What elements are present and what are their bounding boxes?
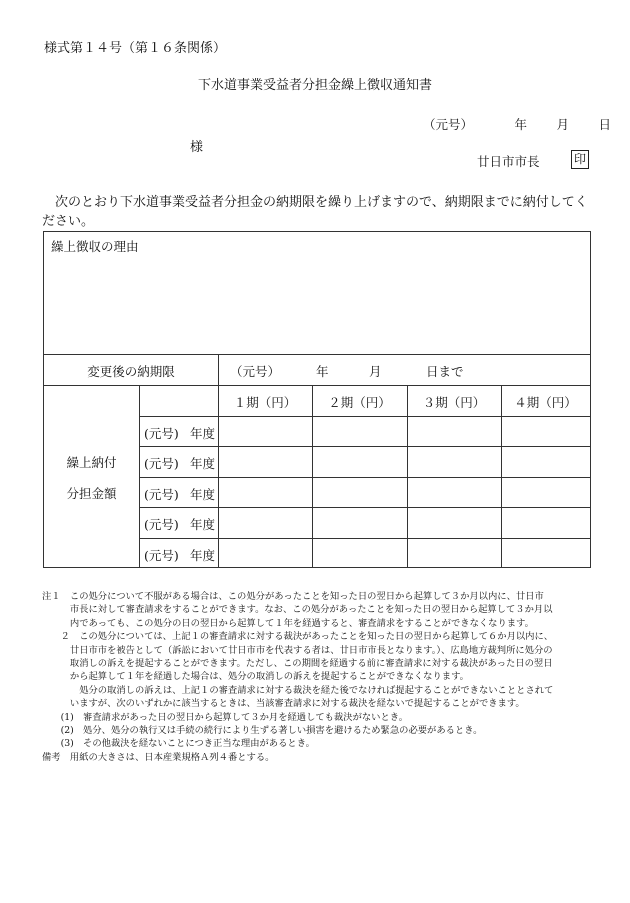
table-divider xyxy=(139,416,590,417)
note-line: 内であっても、この処分の日の翌日から起算して１年を経過すると、審査請求をすることができなくなります。 xyxy=(42,617,534,629)
notice-body xyxy=(42,193,590,231)
note-line: ２ この処分については、上記１の審査請求に対する裁決があったことを知った日の翌日から起算して６か月以内に、 xyxy=(42,631,554,643)
issuer-name: 廿日市市長 xyxy=(477,154,540,169)
period-header-1: １期（円） xyxy=(233,395,297,410)
row-year: 年度 xyxy=(190,426,216,441)
table-divider xyxy=(407,385,408,567)
issue-date xyxy=(423,115,611,133)
note-line: いますが、次のいずれかに該当するときは、当該審査請求に対する裁決を経ないで提起することができます。 xyxy=(42,698,525,710)
date-era: （元号） xyxy=(423,117,474,132)
deadline-day-until: 日まで xyxy=(426,364,464,379)
form-number: 様式第１４号（第１６条関係） xyxy=(44,41,227,56)
row-year: 年度 xyxy=(190,487,216,502)
note-line: 備考 用紙の大きさは、日本産業規格Ａ列４番とする。 xyxy=(42,751,275,763)
period-header-3: ３期（円） xyxy=(422,395,486,410)
table-divider xyxy=(44,354,590,355)
row-year: 年度 xyxy=(190,548,216,563)
note-line: (3) その他裁決を経ないことにつき正当な理由があるとき。 xyxy=(42,738,315,750)
notice-body-text: 次のとおり下水道事業受益者分担金の納期限を繰り上げますので、納期限までに納付してください。 xyxy=(42,195,588,229)
table-divider xyxy=(312,385,313,567)
note-line: (2) 処分、処分の執行又は手続の続行により生ずる著しい損害を避けるため緊急の必要があるとき。 xyxy=(42,725,483,737)
table-divider xyxy=(139,507,590,508)
row-era: (元号) xyxy=(144,487,179,502)
seal-box: 印 xyxy=(571,150,589,169)
note-line: 注１ この処分について不服がある場合は、この処分があったことを知った日の翌日から起算して３か月以内に、廿日市 xyxy=(42,591,544,602)
row-era: (元号) xyxy=(144,426,179,441)
row-year: 年度 xyxy=(190,456,216,471)
note-line: (1) 審査請求があった日の翌日から起算して３か月を経過しても裁決がないとき。 xyxy=(42,711,408,723)
table-divider xyxy=(501,385,502,567)
table-divider xyxy=(218,354,219,567)
note-line: 廿日市市を被告として（訴訟において廿日市市を代表する者は、廿日市市長となります。）、広島地方裁判所に処分の xyxy=(42,644,553,656)
note-line: 取消しの訴えを提起することができます。ただし、この期間を経過する前に審査請求に対する裁決があった日の翌日 xyxy=(42,658,553,670)
notice-table xyxy=(43,231,591,568)
table-divider xyxy=(139,385,140,567)
deadline-label: 変更後の納期限 xyxy=(87,364,175,379)
reason-label: 繰上徴収の理由 xyxy=(51,239,139,254)
deadline-era: （元号） xyxy=(230,364,281,379)
date-month: 月 xyxy=(556,117,569,132)
date-day: 日 xyxy=(598,117,611,132)
row-era: (元号) xyxy=(144,517,179,532)
amount-label-line2: 分担金額 xyxy=(66,486,117,501)
deadline-month: 月 xyxy=(369,364,382,379)
row-year: 年度 xyxy=(190,517,216,532)
deadline-year: 年 xyxy=(316,364,329,379)
row-era: (元号) xyxy=(144,456,179,471)
amount-label-line1: 繰上納付 xyxy=(66,455,117,470)
note-line: 処分の取消しの訴えは、上記１の審査請求に対する裁決を経た後でなければ提起することができないこととされて xyxy=(42,684,554,696)
date-year: 年 xyxy=(514,117,527,132)
note-line: 市長に対して審査請求をすることができます。なお、この処分があったことを知った日の翌日から起算して３か月以 xyxy=(42,604,553,616)
addressee-honorific: 様 xyxy=(190,140,204,155)
table-divider xyxy=(44,385,590,386)
note-line: から起算して１年を経過した場合は、処分の取消しの訴えを提起することができなくなります。 xyxy=(42,671,469,683)
table-divider xyxy=(139,477,590,478)
period-header-4: ４期（円） xyxy=(514,395,577,410)
document-title: 下水道事業受益者分担金繰上徴収通知書 xyxy=(197,78,432,93)
notes-section xyxy=(42,590,602,764)
period-header-2: ２期（円） xyxy=(328,395,391,410)
row-era: (元号) xyxy=(144,548,179,563)
table-divider xyxy=(139,446,590,447)
table-divider xyxy=(139,538,590,539)
